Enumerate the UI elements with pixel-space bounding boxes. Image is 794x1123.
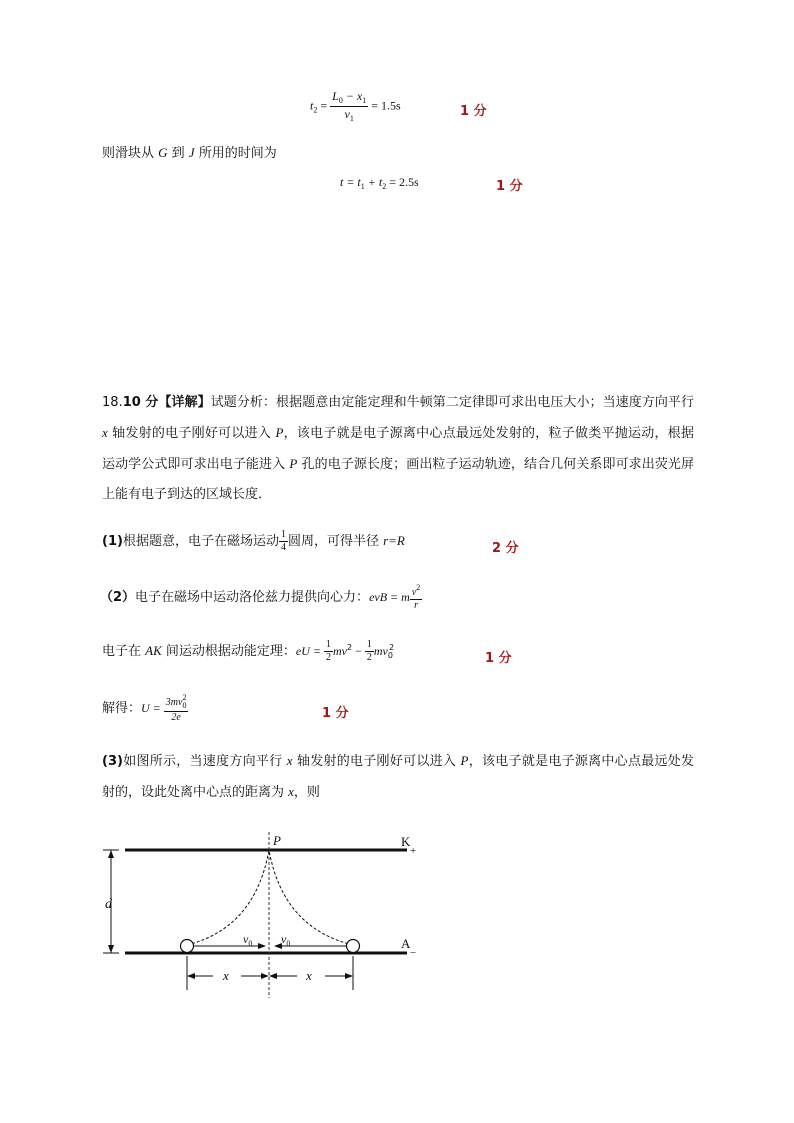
label-v0-left: $v_0$ <box>243 932 253 948</box>
part3-text-d: ，则 <box>293 785 320 800</box>
part1-frac-num: 1 <box>280 529 286 540</box>
part2b-t1-sup: 2 <box>347 643 353 652</box>
q18-p2: P <box>289 456 298 471</box>
part3-text-a: 如图所示，当速度方向平行 <box>122 754 287 769</box>
eq-t2-den-sub: 1 <box>349 114 354 123</box>
eq-t2-fraction <box>330 90 368 123</box>
d-arrow-bottom <box>108 945 114 953</box>
part3-label: (3) <box>102 754 123 769</box>
part2-fraction <box>410 584 422 611</box>
score-t2: 1 分 <box>460 104 487 119</box>
text-gj-j: J <box>188 145 195 160</box>
question-18-analysis <box>102 388 694 510</box>
label-x-left: x <box>223 968 229 983</box>
electron-right <box>347 940 360 953</box>
part2b-t1: mv <box>333 644 347 658</box>
part2b-eq-lhs: eU = <box>295 644 324 658</box>
label-x-right: x <box>306 968 312 983</box>
label-k: K <box>401 834 411 849</box>
electron-left <box>181 940 194 953</box>
eq-t2-rhs: = 1.5s <box>371 98 401 113</box>
eq-t2-lhs-sub: 2 <box>313 105 318 115</box>
part1-fraction <box>279 530 288 553</box>
part2-num-sup: 2 <box>416 583 421 592</box>
eq-t-rhs: = 2.5s <box>386 175 419 189</box>
part2b-pre: 电子在 <box>102 644 146 659</box>
equation-t2: $t_2$ = $\frac{L_0 - x_1}{v_1}$ = 1.5s <box>310 89 401 123</box>
q18-p1: P <box>275 425 284 440</box>
part2b-t2-sup: 2 <box>388 643 395 652</box>
part-2 <box>100 584 422 611</box>
d-arrow-top <box>108 850 114 858</box>
part2b-frac1 <box>324 640 333 663</box>
eq-t-text: t = t <box>340 175 361 189</box>
solve-num-sub: 0 <box>182 701 187 710</box>
part2b-f2-num: 1 <box>366 639 372 650</box>
q18-text-d: 孔的电子源长度；画出粒子运动轨迹，结合几何关系即可求出荧光屏上能有电子到达的区域长度． <box>102 457 694 502</box>
part2-eq-lhs: evB = m <box>369 590 410 604</box>
solve-line <box>102 694 188 723</box>
solve-fraction <box>164 694 189 723</box>
q18-points: 10 分 <box>122 395 159 410</box>
part3-p: P <box>460 753 469 768</box>
score-solve: 1 分 <box>322 706 349 721</box>
part2b-t2: mv <box>373 644 388 658</box>
label-a: A <box>401 936 411 951</box>
text-gj-post: 所用的时间为 <box>194 146 277 161</box>
equation-t-total <box>340 175 419 191</box>
part1-text2: 圆周，可得半径 <box>287 534 384 549</box>
part1-r-eq: r=R <box>383 533 405 548</box>
eq-t2-num-a: L <box>332 89 339 103</box>
q18-text-a: 试题分析：根据题意由定能定理和牛顿第二定律即可求出电压大小；当速度方向平行 <box>210 395 694 410</box>
eq-t2-num-a-sub: 0 <box>338 96 343 105</box>
label-p: P <box>273 833 281 848</box>
q18-text-b: 轴发射的电子刚好可以进入 <box>107 426 276 441</box>
label-a-sign: − <box>410 947 417 959</box>
eq-t-sub1: 1 <box>360 182 365 191</box>
trajectory-left <box>187 850 269 945</box>
eq-t-plus: + t <box>364 175 383 189</box>
score-part2b: 1 分 <box>485 651 512 666</box>
part2-num: v <box>411 587 417 598</box>
part2-den: r <box>414 600 418 611</box>
part2b-frac2 <box>365 640 374 663</box>
part-3 <box>102 746 694 808</box>
part2b-f2-den: 2 <box>366 652 372 663</box>
label-d: d <box>105 897 112 912</box>
part2b-f1-num: 1 <box>326 639 331 650</box>
part1-label: (1) <box>102 534 123 549</box>
part-1 <box>102 530 405 553</box>
eq-t2-num-b-sub: 1 <box>362 96 367 105</box>
score-part1: 2 分 <box>492 541 519 556</box>
part2b-minus: − <box>352 644 365 658</box>
part3-text-c: ，该电子就是电子源离中心点最远处发射的，设此处离中心点的距离为 <box>102 754 694 800</box>
solve-lhs: U = <box>141 701 164 715</box>
eq-t2-lhs: t <box>310 98 314 113</box>
part2b-ak: AK <box>145 643 162 658</box>
part1-frac-den: 4 <box>280 542 286 553</box>
text-gj-pre: 则滑块从 <box>102 146 159 161</box>
score-t-total: 1 分 <box>496 179 523 194</box>
solve-den: 2e <box>171 712 181 723</box>
part2b-post: 间运动根据动能定理： <box>161 644 296 659</box>
part2b-t2-sub: 0 <box>387 651 393 660</box>
label-v0-right: $v_0$ <box>281 932 291 948</box>
label-k-sign: + <box>410 845 417 857</box>
text-time-g-to-j <box>102 142 277 161</box>
eq-t-sub2: 2 <box>382 182 387 191</box>
text-gj-mid: 到 <box>167 146 189 161</box>
eq-t2-den: v <box>344 107 350 121</box>
solve-num: 3mv <box>165 697 183 708</box>
trajectory-right <box>269 850 353 945</box>
part3-x2: x <box>288 784 294 799</box>
part1-text: 根据题意，电子在磁场运动 <box>122 534 279 549</box>
solve-num-sup: 2 <box>182 693 187 702</box>
part3-x: x <box>286 753 293 768</box>
solve-text: 解得： <box>102 701 142 716</box>
part2-text: 电子在磁场中运动洛伦兹力提供向心力： <box>135 590 370 605</box>
part2-label: （2） <box>100 590 136 605</box>
part-2b <box>102 640 394 663</box>
part2b-f1-den: 2 <box>326 652 331 663</box>
eq-t2-num-minus: − x <box>342 89 363 103</box>
q18-number: 18. <box>102 395 123 410</box>
text-gj-g: G <box>158 145 168 160</box>
electron-trajectory-figure <box>95 828 435 1003</box>
q18-text-c: ，该电子就是电子源离中心点最远处发射的，粒子做类平抛运动，根据运动学公式即可求出电子能进入 <box>102 426 694 472</box>
q18-detail-label: 【详解】 <box>158 395 211 410</box>
q18-x: x <box>102 425 108 440</box>
part3-text-b: 轴发射的电子刚好可以进入 <box>292 754 461 769</box>
